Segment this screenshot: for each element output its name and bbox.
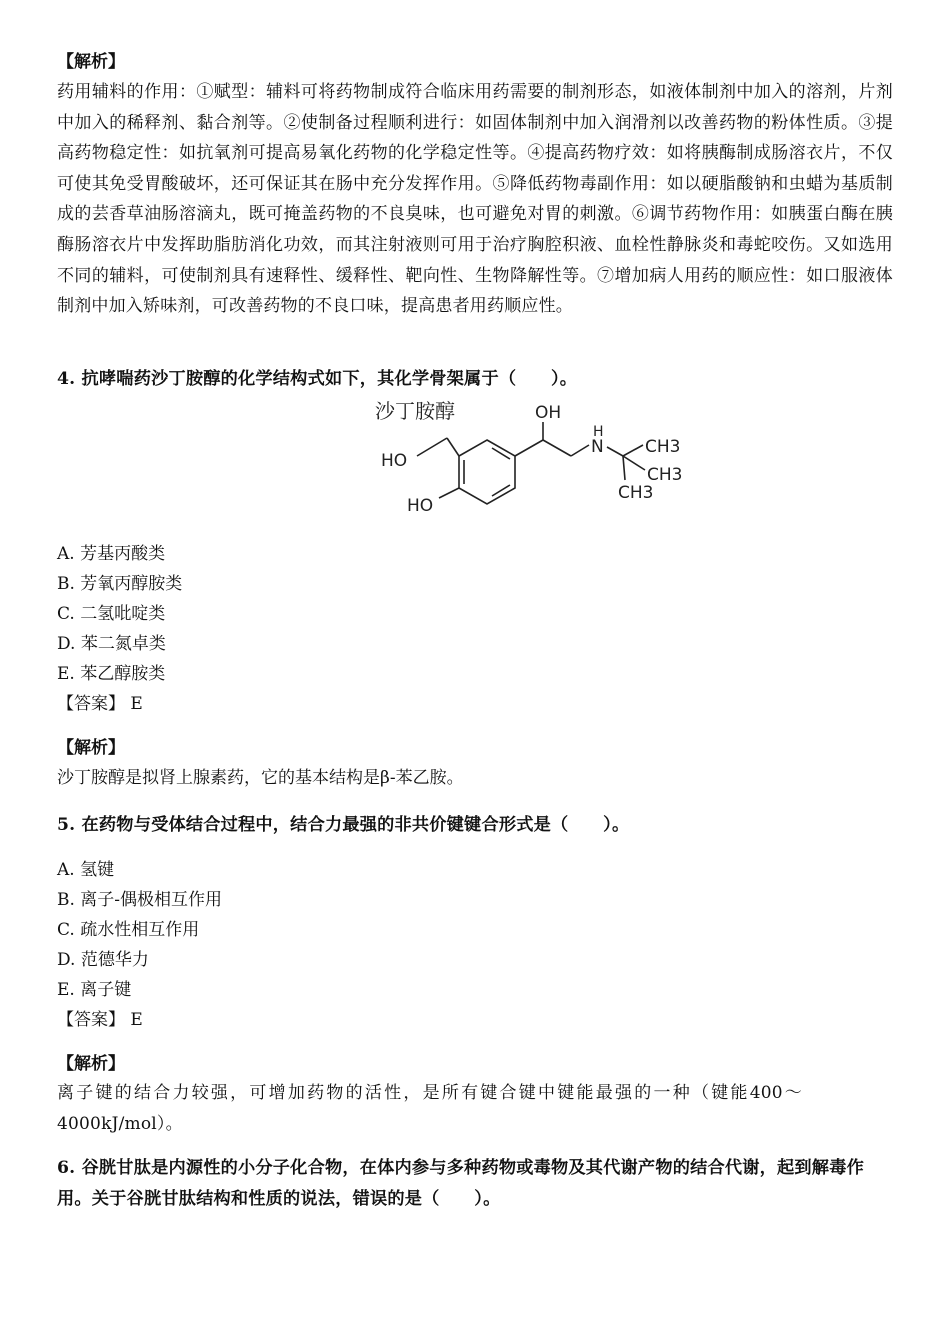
label-ch3-b: CH3 [647,465,683,485]
q4-answer: 【答案】 E [57,694,143,714]
analysis-header: 【解析】 [57,52,125,72]
label-oh-top: OH [535,403,562,423]
q4-analysis-text: 沙丁胺醇是拟肾上腺素药，它的基本结构是β-苯乙胺。 [57,768,464,788]
structure-bonds [417,422,645,504]
q4-analysis-header: 【解析】 [57,738,125,758]
q5-analysis-header: 【解析】 [57,1054,125,1074]
q4-option-d: D. 苯二氮卓类 [57,634,166,654]
question-4: 4. 抗哮喘药沙丁胺醇的化学结构式如下，其化学骨架属于（ ）。 [57,369,578,389]
question-6: 6. 谷胱甘肽是内源性的小分子化合物，在体内参与多种药物或毒物及其代谢产物的结合代谢，起到解毒作用。关于谷胱甘肽结构和性质的说法，错误的是（ ）。 [57,1158,864,1209]
label-n: N [591,437,604,457]
q5-option-e: E. 离子键 [57,980,132,1000]
question-5: 5. 在药物与受体结合过程中，结合力最强的非共价键键合形式是（ ）。 [57,815,630,835]
label-ch3-a: CH3 [645,437,681,457]
label-ch3-c: CH3 [618,483,654,503]
q5-answer: 【答案】 E [57,1010,143,1030]
q5-option-d: D. 范德华力 [57,950,149,970]
q5-analysis-text: 离子键的结合力较强，可增加药物的活性，是所有键合键中键能最强的一种（键能400～4000kJ/mol）。 [57,1083,802,1134]
q5-option-a: A. 氢键 [57,860,115,880]
q5-option-c: C. 疏水性相互作用 [57,920,200,940]
structure-title: 沙丁胺醇 [375,400,455,423]
salbutamol-structure-figure [375,400,693,520]
q4-option-a: A. 芳基丙酸类 [57,544,166,564]
analysis-text: 药用辅料的作用：①赋型：辅料可将药物制成符合临床用药需要的制剂形态，如液体制剂中加入的溶剂，片剂中加入的稀释剂、黏合剂等。②使制备过程顺利进行：如固体制剂中加入润滑剂以改善药物的粉体性质。③提高药物稳定性：如抗氧剂可提高易氧化药物的化学稳定性等。④提高药物疗效：如将胰酶制成肠溶衣片，不仅可使其免受胃酸破坏，还可保证其在肠中充分发挥作用。⑤降低药物毒副作用：如以硬脂酸钠和虫蜡为基质制成的芸香草油肠溶滴丸，既可掩盖药物的不良臭味，也可避免对胃的刺激。⑥调节药物作用：如胰蛋白酶在胰酶肠溶衣片中发挥助脂肪消化功效，而其注射液则可用于治疗胸腔积液、血栓性静脉炎和毒蛇咬伤。又如选用不同的辅料，可使制剂具有速释性、缓释性、靶向性、生物降解性等。⑦增加病人用药的顺应性：如口服液体制剂中加入矫味剂，可改善药物的不良口味，提高患者用药顺应性。 [57,82,893,317]
q4-option-c: C. 二氢吡啶类 [57,604,166,624]
q4-option-e: E. 苯乙醇胺类 [57,664,166,684]
q4-option-b: B. 芳氧丙醇胺类 [57,574,183,594]
label-h: H [593,424,604,440]
label-ho-bottom: HO [407,496,434,516]
q5-option-b: B. 离子-偶极相互作用 [57,890,223,910]
label-ho-left: HO [381,451,408,471]
